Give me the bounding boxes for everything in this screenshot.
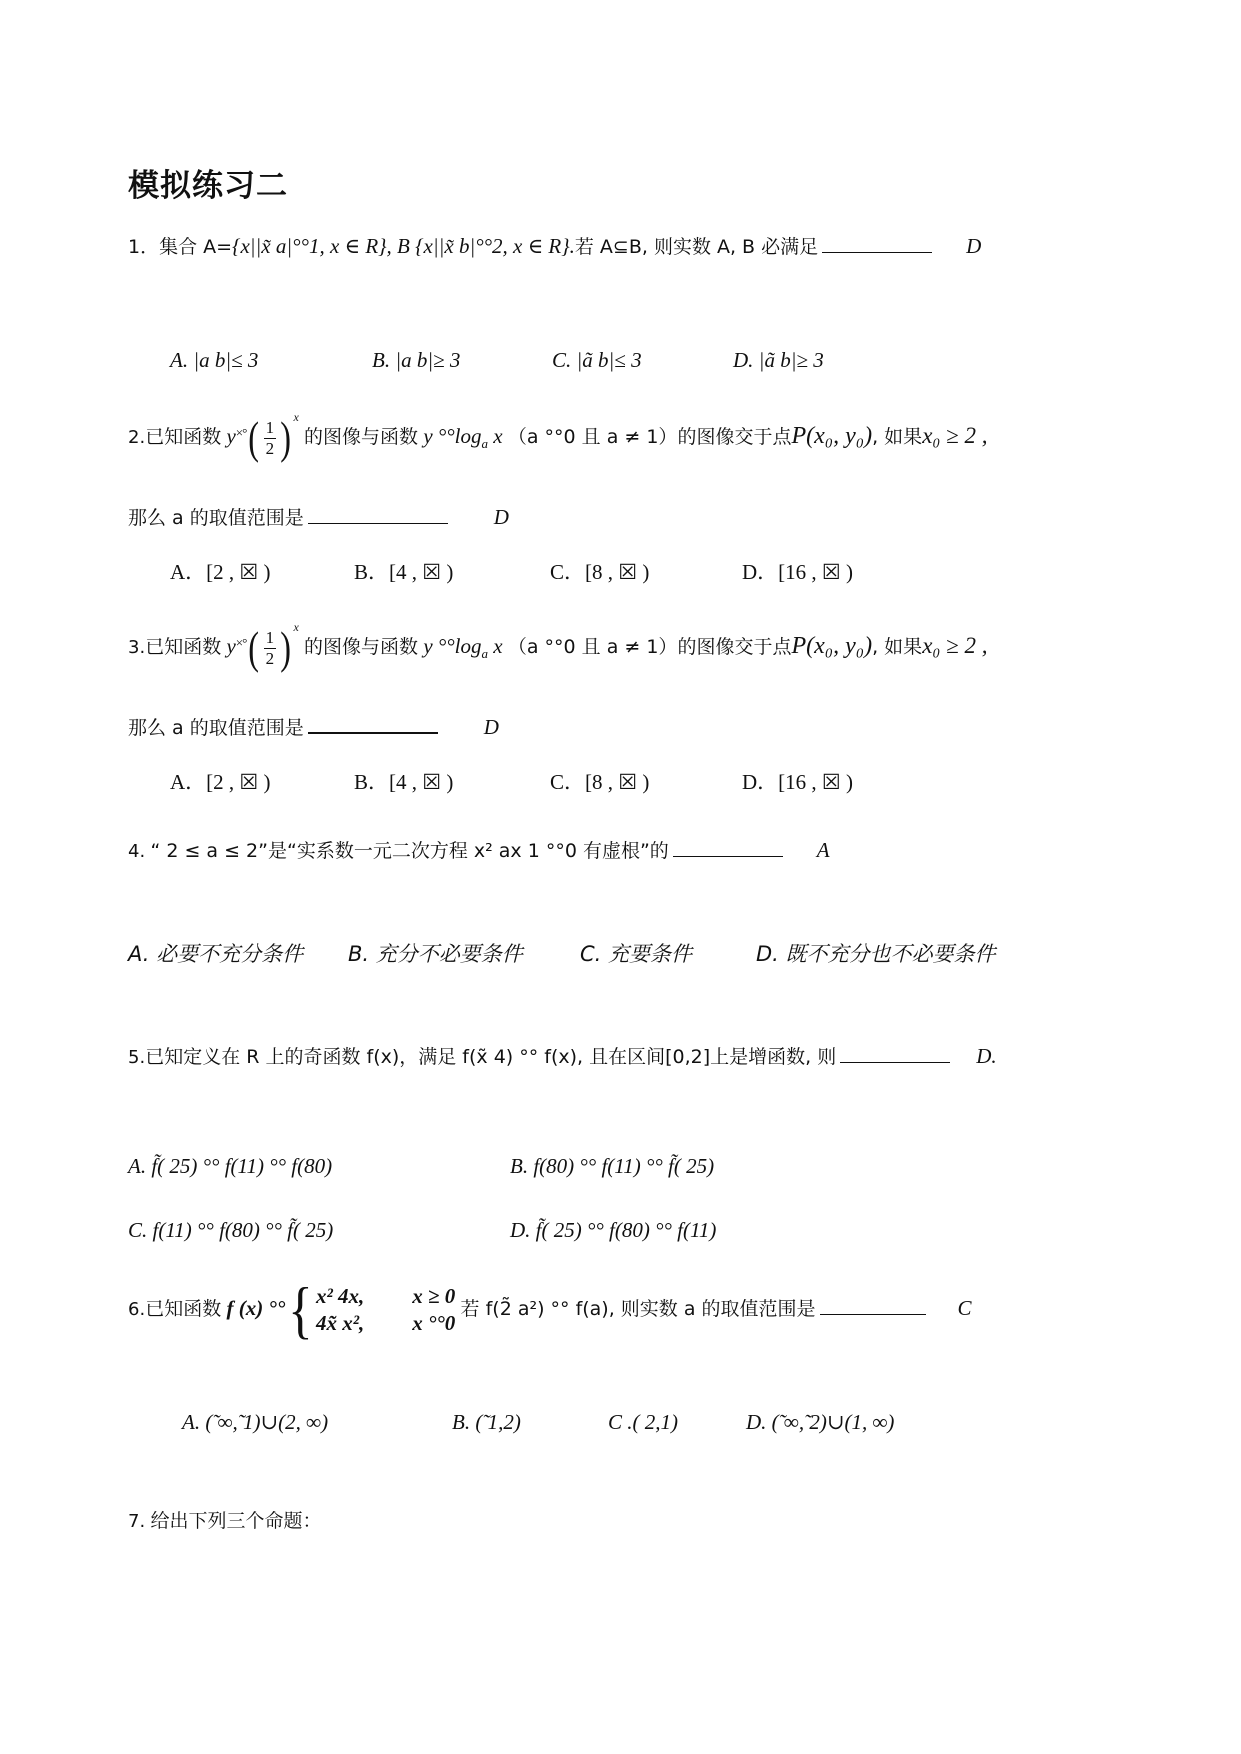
q1-stem: 1．集合 A= xyxy=(128,236,233,258)
q6-piecewise: x² 4x, x ≥ 0 4x̃ x², x °°0 xyxy=(315,1284,456,1335)
q4-answer: A xyxy=(816,838,830,862)
q2-answer: D xyxy=(493,505,509,529)
question-2: 2.已知函数 y×°( $\frac{1}{2}$ ) $^x$ 的图像与函数 y $^\circ^\circ\log_a$ x （a °°0 且 a ≠ 1）的图像交于点P(x₀, y₀), 如果x₀ ≥ 2 , xyxy=(128,410,988,464)
q3-option-c: C．[8 , ☒ ) xyxy=(550,770,650,794)
q4-option-d: D. 既不充分也不必要条件 xyxy=(756,942,996,966)
question-6: 6.已知函数 f (x) °°{ x² 4x, x ≥ 0 4x̃ x², x °°0 若 f(2̃ a²) °° f(a), 则实数 a 的取值范围是 C xyxy=(128,1274,972,1345)
q6-number: 6. xyxy=(128,1298,146,1320)
q1-option-b: B. |a b|≥ 3 xyxy=(372,348,461,372)
q5-option-c: C. f(11) °° f(80) °° f̃( 25) xyxy=(128,1218,334,1242)
q2-text-a: 已知函数 xyxy=(145,426,222,448)
question-2-line-2: 那么 a 的取值范围是 D xyxy=(128,505,509,529)
question-3-line-2: 那么 a 的取值范围是 D xyxy=(128,712,499,740)
q2-text-b: 的图像与函数 xyxy=(304,426,419,448)
q1-answer: D xyxy=(966,234,982,258)
answer-blank xyxy=(820,1294,926,1315)
q2-inequality: x₀ ≥ 2 , xyxy=(922,423,988,448)
q5-option-b: B. f(80) °° f(11) °° f̃( 25) xyxy=(510,1154,715,1178)
q5-number: 5. xyxy=(128,1047,146,1068)
q6-option-b: B. (̃ 1,2) xyxy=(452,1410,521,1434)
q5-answer: D. xyxy=(976,1044,997,1068)
q3-answer: D xyxy=(483,715,499,739)
q2-option-b: B．[4 , ☒ ) xyxy=(354,560,454,584)
q2-var-y: y xyxy=(226,424,236,448)
q2-fraction: $\frac{1}{2}$ xyxy=(265,417,275,458)
q5-text: 已知定义在 R 上的奇函数 f(x)，满足 f(x̃ 4) °° f(x), 且在区间[0,2]上是增函数, 则 xyxy=(145,1046,837,1068)
q6-option-c: C .( 2,1) xyxy=(608,1410,678,1434)
q7-number: 7. xyxy=(128,1511,146,1532)
q2-log: y °°log xyxy=(423,424,482,448)
q6-option-d: D. (̃ ∞,̃ 2)∪(1, ∞) xyxy=(746,1410,895,1434)
q3-option-a: A．[2 , ☒ ) xyxy=(170,770,271,794)
q2-option-a: A．[2 , ☒ ) xyxy=(170,560,271,584)
q4-option-a: A. 必要不充分条件 xyxy=(128,942,304,966)
q5-option-d: D. f̃( 25) °° f(80) °° f(11) xyxy=(510,1218,717,1242)
question-3: 3.已知函数 y×°( $\frac{1}{2}$ ) $^x$ 的图像与函数 y $^\circ^\circ\log_a$ x （a °°0 且 a ≠ 1）的图像交于点P(x₀, y₀), 如果x₀ ≥ 2 , xyxy=(128,620,988,674)
q1-set-a: {x||x̃ a|°°1, x ∈ R}, B xyxy=(232,234,410,258)
q2-condition: （a °°0 且 a ≠ 1） xyxy=(507,426,678,448)
answer-blank xyxy=(308,503,448,524)
q3-fraction: $\frac{1}{2}$ xyxy=(265,627,275,668)
question-1 xyxy=(128,232,981,259)
q3-option-b: B．[4 , ☒ ) xyxy=(354,770,454,794)
q4-option-b: B. 充分不必要条件 xyxy=(348,942,523,966)
question-4 xyxy=(128,836,830,863)
answer-blank xyxy=(673,836,783,857)
q2-number: 2. xyxy=(128,427,146,448)
answer-blank xyxy=(840,1042,950,1063)
question-7 xyxy=(128,1506,321,1533)
q1-option-d: D. |ã b|≥ 3 xyxy=(733,348,824,372)
q1-set-b: {x||x̃ b|°°2, x ∈ R}. xyxy=(415,234,575,258)
q2-point: P(x₀, y₀) xyxy=(791,423,873,449)
q6-answer: C xyxy=(957,1295,972,1320)
q4-text: “ 2 ≤ a ≤ 2”是“实系数一元二次方程 x² ax 1 °°0 有虚根”的 xyxy=(150,840,669,862)
q6-function: f (x) °° xyxy=(226,1295,286,1320)
q7-text: 给出下列三个命题： xyxy=(150,1510,322,1532)
q5-option-a: A. f̃( 25) °° f(11) °° f(80) xyxy=(128,1154,333,1178)
answer-blank xyxy=(822,232,932,253)
answer-blank xyxy=(308,712,438,734)
q1-option-c: C. |ã b|≤ 3 xyxy=(552,348,642,372)
q3-option-d: D．[16 , ☒ ) xyxy=(742,770,853,794)
page-title: 模拟练习二 xyxy=(128,168,288,204)
q6-text: 若 f(2̃ a²) °° f(a), 则实数 a 的取值范围是 xyxy=(460,1297,816,1320)
q4-option-c: C. 充要条件 xyxy=(580,942,693,966)
q3-number: 3. xyxy=(128,637,146,658)
q2-option-c: C．[8 , ☒ ) xyxy=(550,560,650,584)
q1-condition: 若 A⊆B, 则实数 A, B 必满足 xyxy=(574,236,819,258)
q6-option-a: A. (̃ ∞,̃ 1)∪(2, ∞) xyxy=(182,1410,329,1434)
q1-option-a: A. |a b|≤ 3 xyxy=(170,348,259,372)
q4-number: 4. xyxy=(128,841,146,862)
question-5 xyxy=(128,1042,997,1069)
q2-option-d: D．[16 , ☒ ) xyxy=(742,560,853,584)
